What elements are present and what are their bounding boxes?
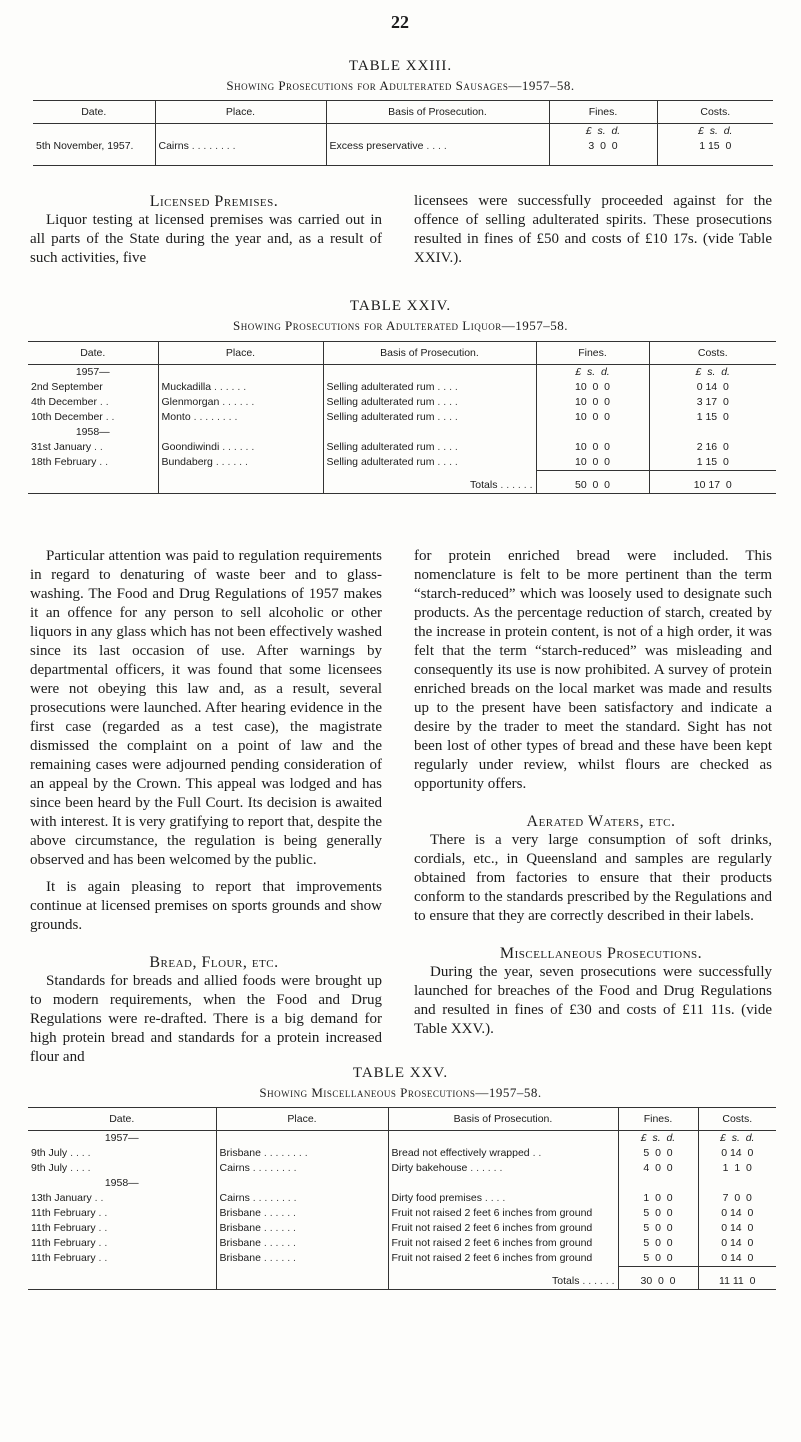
page-number: 22 <box>391 12 409 32</box>
table25-place: Cairns . . . . . . . . <box>216 1191 388 1206</box>
table25-fines-unit: £ s. d. <box>618 1131 698 1147</box>
table23-header-fines: Fines. <box>549 101 657 124</box>
table24-date: 18th February . . <box>31 456 109 468</box>
table24-costs-unit: £ s. d. <box>649 365 776 381</box>
table24-place: Glenmorgan . . . . . . <box>158 395 323 410</box>
table25-total-fines: 30 0 0 <box>618 1267 698 1290</box>
regulation-paragraph: Particular attention was paid to regulation requirements in regard to denaturing of waste beer and to glass-washing. The Food and Drug Regulations of 1957 makes it an offence for any person to sell alcoholic or other liquors in any glass which has not been effectively washed since its last occasion of use. After warnings by departmental officers, it was found that some licensees were not obeying this law and, as a result, several prosecutions were launched. After hearing evidence in the first case (regarded as a test case), the magistrate dismissed the complaint on a point of law and the remaining cases were adjourned pending consideration of an appeal by the Crown. This appeal was lodged and has since been heard by the Full Court. Its decision is awaited with interest. It is very gratifying to report that, despite the above circumstance, the regulation is being generally observed and has been welcomed by the public. <box>30 548 382 868</box>
table-row <box>28 410 776 425</box>
table-row <box>28 1236 776 1251</box>
table23-header-costs: Costs. <box>657 101 773 124</box>
table25-date: 9th July . . . . <box>31 1147 91 1159</box>
body-right-column <box>414 547 772 1039</box>
table24-title: TABLE XXIV. <box>349 298 452 314</box>
table23-subtitle: Showing Prosecutions for Adulterated Sausages—1957–58. <box>226 78 575 93</box>
table24-place: Bundaberg . . . . . . <box>158 455 323 471</box>
table25-costs: 0 14 0 <box>698 1236 776 1251</box>
table25-costs: 7 0 0 <box>698 1191 776 1206</box>
improvements-paragraph: It is again pleasing to report that improvements continue at licensed premises on sports grounds and show grounds. <box>30 879 382 933</box>
table-row <box>28 1251 776 1267</box>
table23-title: TABLE XXIII. <box>348 58 453 74</box>
table24-costs: 3 17 0 <box>649 395 776 410</box>
table23-header-place: Place. <box>155 101 326 124</box>
table25-date: 11th February . . <box>31 1237 108 1249</box>
table25-totals-label: Totals . . . . . . <box>388 1267 618 1290</box>
table25-fines: 5 0 0 <box>618 1146 698 1161</box>
table24-basis: Selling adulterated rum . . . . <box>323 455 536 471</box>
table25-place: Brisbane . . . . . . <box>216 1206 388 1221</box>
table24-fines-unit: £ s. d. <box>536 365 649 381</box>
table23-header-basis: Basis of Prosecution. <box>326 101 549 124</box>
misc-heading: Miscellaneous Prosecutions. <box>499 945 703 962</box>
table25-place: Brisbane . . . . . . <box>216 1221 388 1236</box>
table-row <box>28 1146 776 1161</box>
table25-basis: Dirty food premises . . . . <box>388 1191 618 1206</box>
table-row <box>28 395 776 410</box>
table24-costs: 1 15 0 <box>649 410 776 425</box>
table25-date: 9th July . . . . <box>31 1162 91 1174</box>
table25-header-fines: Fines. <box>618 1108 698 1131</box>
table25-basis: Fruit not raised 2 feet 6 inches from ground <box>388 1236 618 1251</box>
table-row <box>28 1191 776 1206</box>
table23-fines-unit: £ s. d. <box>549 124 657 140</box>
table23-fines: 3 0 0 <box>549 139 657 166</box>
table24-header-date: Date. <box>28 342 158 365</box>
table24-fines: 10 0 0 <box>536 410 649 425</box>
table24-place: Muckadilla . . . . . . <box>158 380 323 395</box>
table24-date: 4th December . . <box>31 396 109 408</box>
table23-basis: Excess preservative . . . . <box>326 139 549 166</box>
table25-place: Brisbane . . . . . . <box>216 1251 388 1267</box>
table25-costs: 0 14 0 <box>698 1206 776 1221</box>
bread-paragraph: Standards for breads and allied foods were brought up to modern requirements, when the Food and Drug Regulations were re-drafted. There is a big demand for high protein bread and standards for a protein increased flour and <box>30 973 382 1065</box>
table25-basis: Bread not effectively wrapped . . <box>388 1146 618 1161</box>
table24-header-costs: Costs. <box>649 342 776 365</box>
table24-basis: Selling adulterated rum . . . . <box>323 410 536 425</box>
table23-costs: 1 15 0 <box>657 139 773 166</box>
table25-costs: 0 14 0 <box>698 1146 776 1161</box>
licensed-para-right: licensees were successfully proceeded against for the offence of selling adulterated spirits. These prosecutions resulted in fines of £50 and costs of £10 17s. (vide Table XXIV.). <box>414 193 772 266</box>
table25-place: Brisbane . . . . . . <box>216 1236 388 1251</box>
bread-heading: Bread, Flour, etc. <box>149 954 279 971</box>
table25-year2: 1958— <box>104 1177 139 1189</box>
table23-header-date: Date. <box>33 101 155 124</box>
table25-total-costs: 11 11 0 <box>698 1267 776 1290</box>
table25-year1: 1957— <box>104 1132 139 1144</box>
table25-basis: Fruit not raised 2 feet 6 inches from ground <box>388 1206 618 1221</box>
table25-costs: 1 1 0 <box>698 1161 776 1176</box>
table25-basis: Fruit not raised 2 feet 6 inches from ground <box>388 1221 618 1236</box>
table25-basis: Dirty bakehouse . . . . . . <box>388 1161 618 1176</box>
licensed-left-column <box>30 192 382 268</box>
table25-fines: 5 0 0 <box>618 1206 698 1221</box>
table24-place: Monto . . . . . . . . <box>158 410 323 425</box>
licensed-right-column <box>414 192 772 268</box>
protein-paragraph: for protein enriched bread were included. This nomenclature is felt to be more pertinent than the term “starch-reduced” which was loosely used to designate such products. As the percentage reduction of starch, created by the increase in protein content, is not of a high order, it was felt that the term “starch-reduced” was misleading and consequently its use is now prohibited. A survey of protein enriched breads on the local market was made and results up to the present have been satisfactory and indicate a desire by the trader to meet the standard. Sight has not been lost of other types of bread and these have been kept regularly under review, whilst flours are checked as opportunity offers. <box>414 548 772 792</box>
table24-header-basis: Basis of Prosecution. <box>323 342 536 365</box>
table25-header-costs: Costs. <box>698 1108 776 1131</box>
table25-fines: 5 0 0 <box>618 1251 698 1267</box>
licensed-para-left: Liquor testing at licensed premises was carried out in all parts of the State during the year and, as a result of such activities, five <box>30 212 382 266</box>
table24-subtitle: Showing Prosecutions for Adulterated Liquor—1957–58. <box>233 318 568 333</box>
table25-header-date: Date. <box>28 1108 216 1131</box>
table24-fines: 10 0 0 <box>536 455 649 471</box>
table25-fines: 4 0 0 <box>618 1161 698 1176</box>
table-row <box>28 440 776 455</box>
table23 <box>33 100 773 166</box>
table25-title: TABLE XXV. <box>352 1065 449 1081</box>
table25-costs: 0 14 0 <box>698 1221 776 1236</box>
table24-fines: 10 0 0 <box>536 395 649 410</box>
table24-basis: Selling adulterated rum . . . . <box>323 380 536 395</box>
table25-date: 11th February . . <box>31 1252 108 1264</box>
licensed-heading: Licensed Premises. <box>149 193 279 210</box>
misc-paragraph: During the year, seven prosecutions were successfully launched for breaches of the Food and Drug Regulations and resulted in fines of £30 and costs of £11 11s. (vide Table XXV.). <box>414 964 772 1037</box>
table25-fines: 5 0 0 <box>618 1221 698 1236</box>
table24-date: 2nd September <box>31 381 103 393</box>
table24-year1: 1957— <box>75 366 110 378</box>
table24 <box>28 341 776 494</box>
table24-date: 10th December . . <box>31 411 115 423</box>
table-row <box>28 1221 776 1236</box>
table24-place: Goondiwindi . . . . . . <box>158 440 323 455</box>
table24-costs: 2 16 0 <box>649 440 776 455</box>
table25-header-place: Place. <box>216 1108 388 1131</box>
table25-basis: Fruit not raised 2 feet 6 inches from ground <box>388 1251 618 1267</box>
table-row <box>28 1161 776 1176</box>
table25-costs: 0 14 0 <box>698 1251 776 1267</box>
table25-place: Brisbane . . . . . . . . <box>216 1146 388 1161</box>
aerated-heading: Aerated Waters, etc. <box>526 813 676 830</box>
table25-date: 13th January . . <box>31 1192 104 1204</box>
table24-fines: 10 0 0 <box>536 380 649 395</box>
table23-date: 5th November, 1957. <box>33 139 155 166</box>
table25-date: 11th February . . <box>31 1222 108 1234</box>
table25-header-basis: Basis of Prosecution. <box>388 1108 618 1131</box>
table24-costs: 1 15 0 <box>649 455 776 471</box>
table25-fines: 1 0 0 <box>618 1191 698 1206</box>
table24-date: 31st January . . <box>31 441 103 453</box>
table24-header-place: Place. <box>158 342 323 365</box>
table24-totals-label: Totals . . . . . . <box>323 471 536 494</box>
table25-date: 11th February . . <box>31 1207 108 1219</box>
aerated-paragraph: There is a very large consumption of soft drinks, cordials, etc., in Queensland and samples are regularly obtained from factories to ensure that their products conform to the standards prescribed by the Regulations and to ensure that they are correctly described in their labels. <box>414 832 772 924</box>
table25-costs-unit: £ s. d. <box>698 1131 776 1147</box>
table24-basis: Selling adulterated rum . . . . <box>323 440 536 455</box>
table-row <box>28 455 776 471</box>
table25-place: Cairns . . . . . . . . <box>216 1161 388 1176</box>
table24-costs: 0 14 0 <box>649 380 776 395</box>
table-row <box>28 380 776 395</box>
table25 <box>28 1107 776 1290</box>
body-left-column <box>30 547 382 1067</box>
table24-basis: Selling adulterated rum . . . . <box>323 395 536 410</box>
table24-total-fines: 50 0 0 <box>536 471 649 494</box>
table-row <box>28 1206 776 1221</box>
table24-year2: 1958— <box>75 426 110 438</box>
table23-costs-unit: £ s. d. <box>657 124 773 140</box>
table23-place: Cairns . . . . . . . . <box>155 139 326 166</box>
table-row <box>33 139 773 166</box>
table25-subtitle: Showing Miscellaneous Prosecutions—1957–58. <box>259 1085 542 1100</box>
table24-fines: 10 0 0 <box>536 440 649 455</box>
table24-header-fines: Fines. <box>536 342 649 365</box>
table25-fines: 5 0 0 <box>618 1236 698 1251</box>
table24-total-costs: 10 17 0 <box>649 471 776 494</box>
